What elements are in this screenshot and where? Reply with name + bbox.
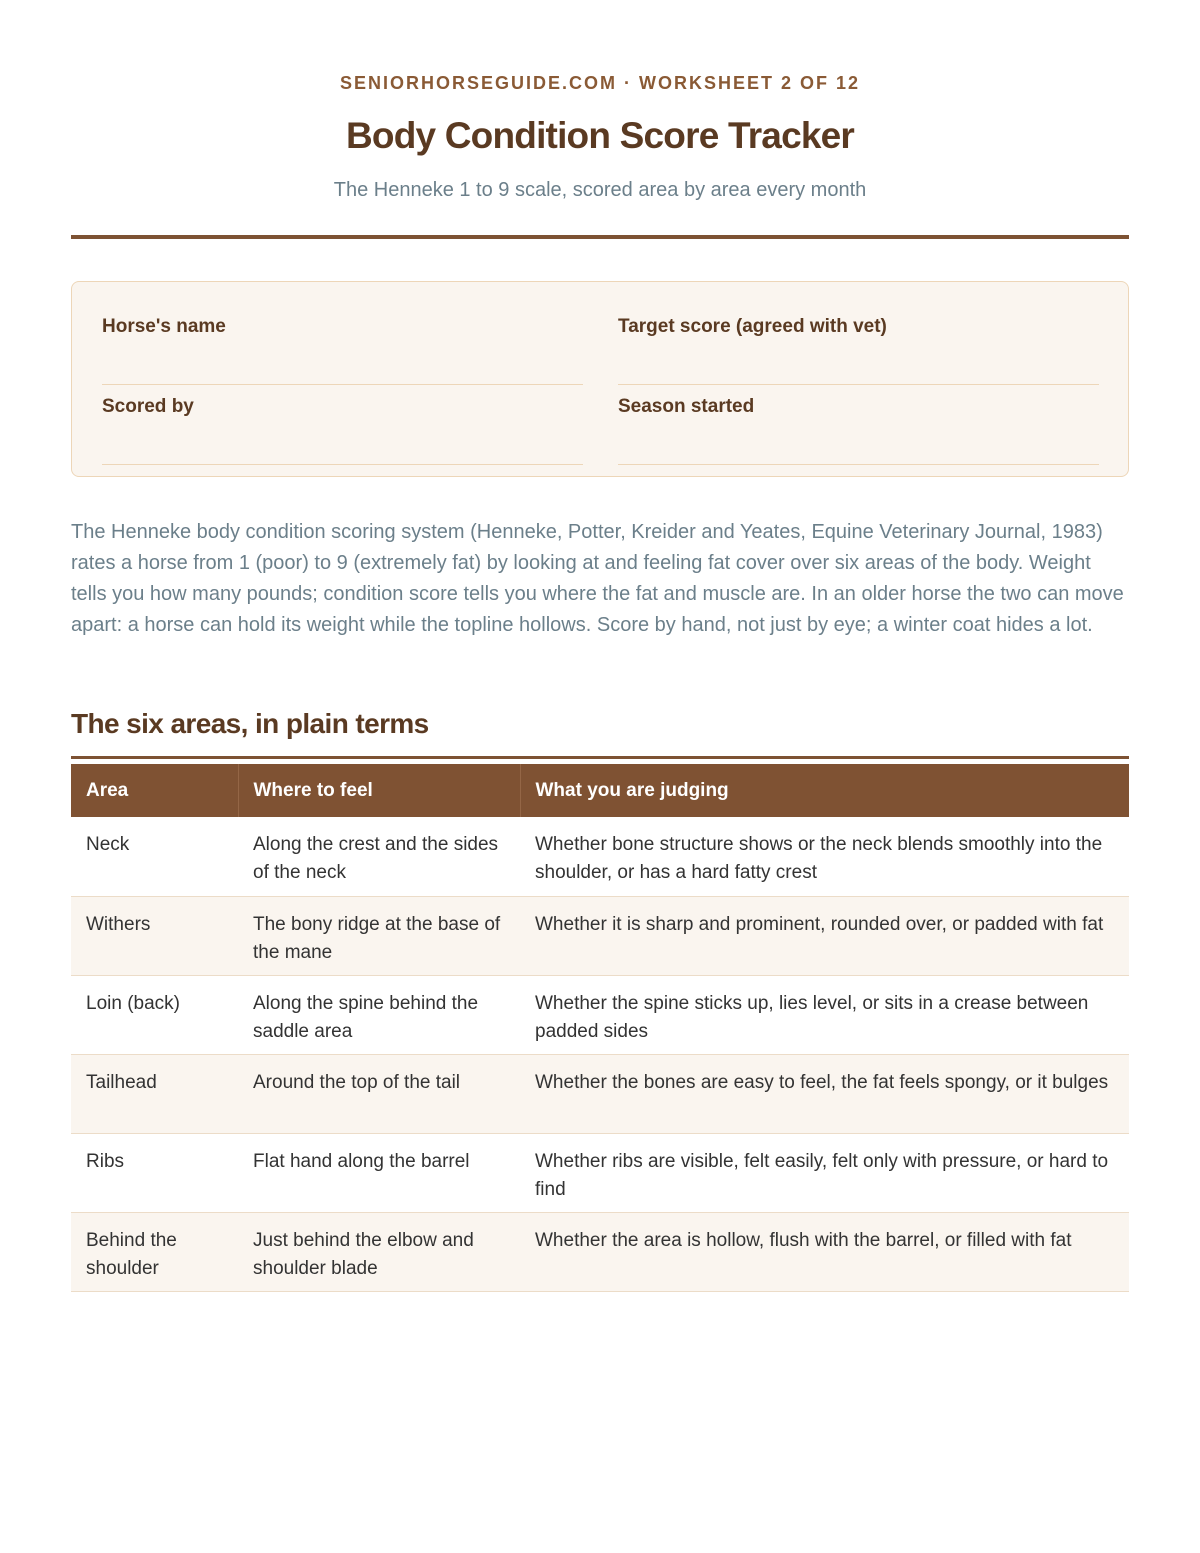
cell-area: Ribs — [71, 1133, 238, 1212]
cell-area: Loin (back) — [71, 975, 238, 1054]
header-what-judging: What you are judging — [520, 764, 1129, 817]
horse-info-panel — [71, 281, 1129, 477]
cell-where: The bony ridge at the base of the mane — [238, 896, 520, 975]
cell-judging: Whether the spine sticks up, lies level, or sits in a crease between padded sides — [520, 975, 1129, 1054]
horse-name-label: Horse's name — [102, 316, 226, 337]
table-row — [71, 896, 1129, 975]
table-row — [71, 1133, 1129, 1212]
header-where-to-feel: Where to feel — [238, 764, 520, 817]
cell-where: Along the crest and the sides of the neck — [238, 817, 520, 896]
six-areas-table — [71, 764, 1129, 1292]
cell-area: Behind the shoulder — [71, 1212, 238, 1291]
cell-judging: Whether it is sharp and prominent, rounded over, or padded with fat — [520, 896, 1129, 975]
season-started-label: Season started — [618, 396, 755, 417]
cell-judging: Whether bone structure shows or the neck blends smoothly into the shoulder, or has a hard fatty crest — [520, 817, 1129, 896]
section-divider — [71, 756, 1129, 759]
page-subtitle: The Henneke 1 to 9 scale, scored area by area every month — [333, 179, 867, 201]
cell-where: Flat hand along the barrel — [238, 1133, 520, 1212]
table-row — [71, 975, 1129, 1054]
cell-judging: Whether the bones are easy to feel, the fat feels spongy, or it bulges — [520, 1054, 1129, 1133]
table-row — [71, 817, 1129, 896]
cell-judging: Whether the area is hollow, flush with the barrel, or filled with fat — [520, 1212, 1129, 1291]
header-area: Area — [71, 764, 238, 817]
table-header-row — [71, 764, 1129, 817]
site-kicker: SENIORHORSEGUIDE.COM · WORKSHEET 2 OF 12 — [339, 73, 861, 93]
intro-paragraph: The Henneke body condition scoring system (Henneke, Potter, Kreider and Yeates, Equine Veterinary Journal, 1983) rates a horse from 1 (poor) to 9 (extremely fat) by looking at and feeling fat cover over six areas of the body. Weight tells you how many pounds; condition score tells you where the fat and muscle are. In an older horse the two can move apart: a horse can hold its weight while the topline hollows. Score by hand, not just by eye; a winter coat hides a lot. — [71, 521, 1124, 636]
cell-area: Tailhead — [71, 1054, 238, 1133]
header-divider — [71, 235, 1129, 239]
target-score-field[interactable] — [618, 314, 1099, 385]
cell-judging: Whether ribs are visible, felt easily, felt only with pressure, or hard to find — [520, 1133, 1129, 1212]
table-row — [71, 1054, 1129, 1133]
cell-where: Around the top of the tail — [238, 1054, 520, 1133]
season-started-field[interactable] — [618, 394, 1099, 465]
horse-name-field[interactable] — [102, 314, 583, 385]
scored-by-label: Scored by — [102, 396, 194, 417]
cell-where: Along the spine behind the saddle area — [238, 975, 520, 1054]
section-title: The six areas, in plain terms — [71, 708, 429, 739]
table-row — [71, 1212, 1129, 1291]
cell-area: Withers — [71, 896, 238, 975]
target-score-label: Target score (agreed with vet) — [618, 316, 887, 337]
cell-where: Just behind the elbow and shoulder blade — [238, 1212, 520, 1291]
cell-area: Neck — [71, 817, 238, 896]
page-title: Body Condition Score Tracker — [345, 115, 855, 156]
scored-by-field[interactable] — [102, 394, 583, 465]
